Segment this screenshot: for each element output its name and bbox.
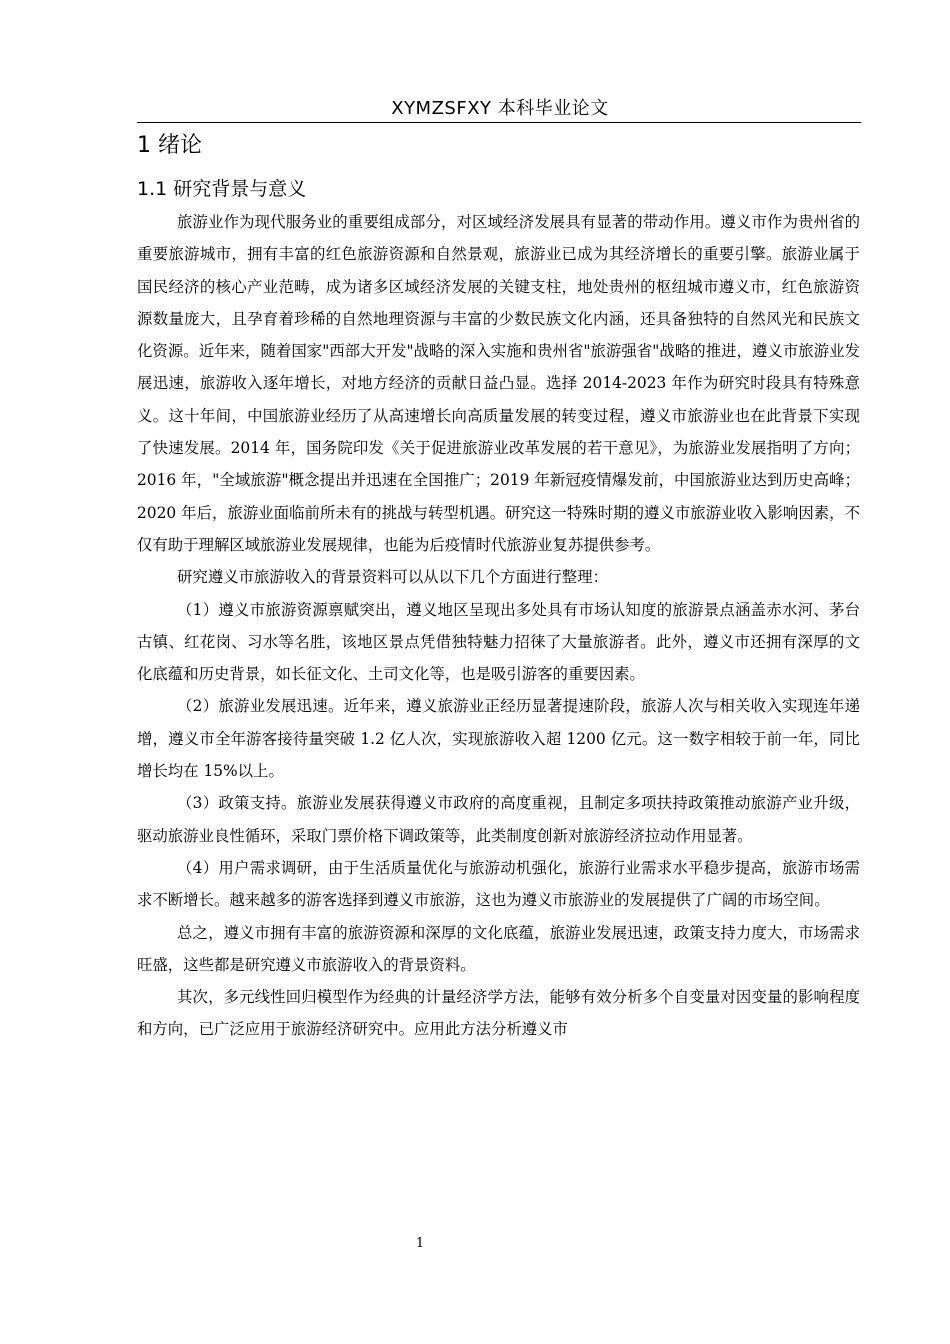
page-number: 1 — [415, 1236, 425, 1251]
chapter-heading: 1 绪论 — [137, 133, 202, 158]
paragraph-intro-list: 研究遵义市旅游收入的背景资料可以从以下几个方面进行整理： — [177, 568, 608, 587]
paragraph-item-1: （1）遵义市旅游资源禀赋突出，遵义地区呈现出多处具有市场认知度的旅游景点涵盖赤水河、茅台古镇、红花岗、习水等名胜，该地区景点凭借独特魅力招徕了大量旅游者。此外，遵义市还拥有深厚的文化底蕴和历史背景，如长征文化、土司文化等，也是吸引游客的重要因素。 — [137, 600, 860, 684]
paragraph-item-3: （3）政策支持。旅游业发展获得遵义市政府的高度重视，且制定多项扶持政策推动旅游产业升级，驱动旅游业良性循环，采取门票价格下调政策等，此类制度创新对旅游经济拉动作用显著。 — [137, 794, 860, 845]
section-heading: 1.1 研究背景与意义 — [137, 178, 307, 200]
paragraph-background: 旅游业作为现代服务业的重要组成部分，对区域经济发展具有显著的带动作用。遵义市作为贵州省的重要旅游城市，拥有丰富的红色旅游资源和自然景观，旅游业已成为其经济增长的重要引擎。旅游业属于国民经济的核心产业范畴，成为诸多区域经济发展的关键支柱，地处贵州的枢纽城市遵义市，红色旅游资源数量庞大，且孕育着珍稀的自然地理资源与丰富的少数民族文化内涵，还具备独特的自然风光和民族文化资源。近年来，随着国家"西部大开发"战略的深入实施和贵州省"旅游强省"战略的推进，遵义市旅游业发展迅速，旅游收入逐年增长，对地方经济的贡献日益凸显。选择 2014-2023 年作为研究时段具有特殊意义。这十年间，中国旅游业经历了从高速增长向高质量发展的转变过程，遵义市旅游业也在此背景下实现了快速发展。2014 年，国务院印发《关于促进旅游业改革发展的若干意见》，为旅游业发展指明了方向；2016 年，"全域旅游"概念提出并迅速在全国推广；2019 年新冠疫情爆发前，中国旅游业达到历史高峰；2020 年后，旅游业面临前所未有的挑战与转型机遇。研究这一特殊时期的遵义市旅游业收入影响因素，不仅有助于理解区域旅游业发展规律，也能为后疫情时代旅游业复苏提供参考。 — [137, 213, 860, 554]
paragraph-item-4: （4）用户需求调研，由于生活质量优化与旅游动机强化，旅游行业需求水平稳步提高，旅游市场需求不断增长。越来越多的游客选择到遵义市旅游，这也为遵义市旅游业的发展提供了广阔的市场空间。 — [137, 858, 860, 910]
running-header: XYMZSFXY 本科毕业论文 — [391, 98, 609, 119]
body-text — [137, 206, 860, 1046]
header-rule — [137, 122, 861, 123]
paragraph-item-2: （2）旅游业发展迅速。近年来，遵义旅游业正经历显著提速阶段，旅游人次与相关收入实现连年递增，遵义市全年游客接待量突破 1.2 亿人次，实现旅游收入超 1200 亿元。这一数字相较于前一年，同比增长均在 15%以上。 — [137, 697, 860, 781]
paragraph-summary: 总之，遵义市拥有丰富的旅游资源和深厚的文化底蕴，旅游业发展迅速，政策支持力度大，市场需求旺盛，这些都是研究遵义市旅游收入的背景资料。 — [137, 923, 860, 974]
paragraph-method: 其次，多元线性回归模型作为经典的计量经济学方法，能够有效分析多个自变量对因变量的影响程度和方向，已广泛应用于旅游经济研究中。应用此方法分析遵义市 — [137, 988, 860, 1039]
